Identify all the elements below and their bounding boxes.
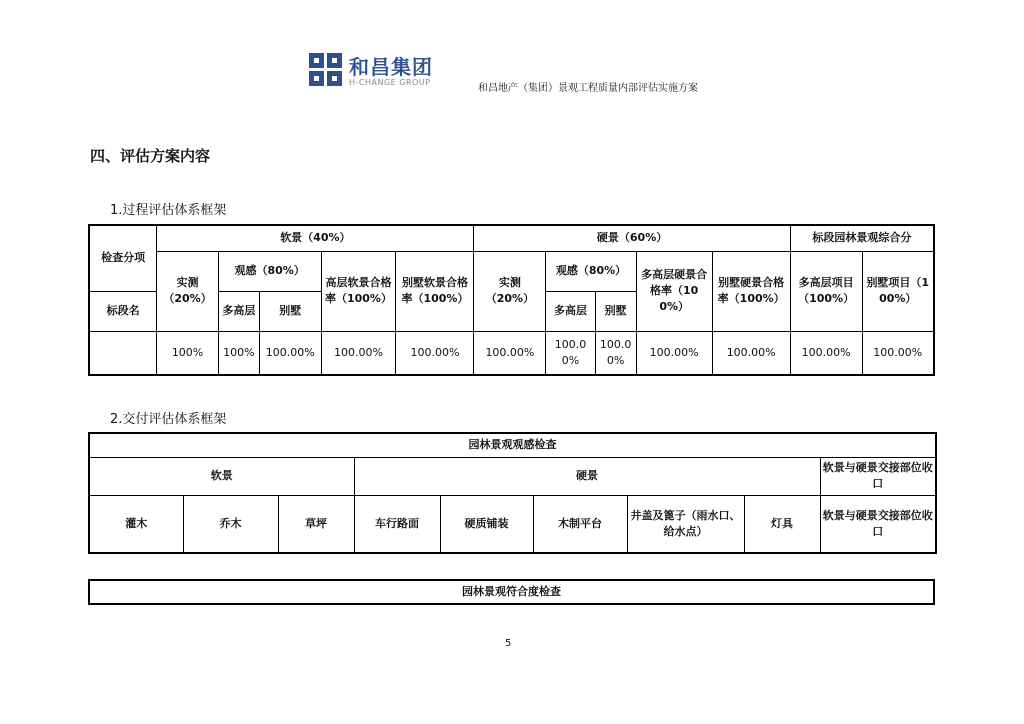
table-cell: 100.00%: [546, 331, 595, 375]
table-cell: 100.00%: [396, 331, 474, 375]
subsection-title-process: 1.过程评估体系框架: [110, 203, 227, 218]
section-title: 四、评估方案内容: [90, 147, 211, 165]
table-cell: 100%: [218, 331, 259, 375]
table-cell: 100.00%: [790, 331, 862, 375]
table-cell: 100.00%: [474, 331, 546, 375]
section-name-header: 标段名: [89, 291, 157, 331]
villa-project-header: 别墅项目（100%）: [862, 251, 934, 331]
item-manhole: 井盖及篦子（雨水口、给水点）: [627, 495, 744, 553]
conformity-check-table: [88, 579, 935, 605]
logo-name: 和昌集团: [349, 55, 433, 79]
hard-landscape-header: 硬景（60%）: [474, 225, 790, 251]
soft-villa-header: 别墅: [259, 291, 321, 331]
soft-perception-header: 观感（80%）: [218, 251, 321, 291]
multi-project-header: 多高层项目（100%）: [790, 251, 862, 331]
item-paving: 硬质铺装: [440, 495, 533, 553]
soft-multi-high-header: 多高层: [218, 291, 259, 331]
section-name-cell: [89, 331, 157, 375]
table-cell: 100.00%: [259, 331, 321, 375]
item-deck: 木制平台: [533, 495, 627, 553]
villa-soft-rate-header: 别墅软景合格率（100%）: [396, 251, 474, 331]
logo-mark-icon: [309, 53, 342, 86]
table-cell: 100.00%: [636, 331, 712, 375]
check-item-header: 检查分项: [89, 225, 157, 291]
table-cell: 100%: [157, 331, 219, 375]
table-cell: 100.00%: [712, 331, 790, 375]
process-evaluation-table: [88, 224, 935, 376]
company-logo: [309, 53, 433, 87]
hard-perception-header: 观感（80%）: [546, 251, 636, 291]
hard-measure-header: 实测 （20%）: [474, 251, 546, 331]
soft-landscape-group: 软景: [89, 457, 354, 495]
delivery-evaluation-table: [88, 432, 937, 554]
table-cell: 100.00%: [321, 331, 396, 375]
conformity-check-title: 园林景观符合度检查: [89, 580, 934, 604]
soft-measure-header: 实测 （20%）: [157, 251, 219, 331]
item-shrub: 灌木: [89, 495, 183, 553]
multi-hard-rate-header: 多高层硬景合格率（100%）: [636, 251, 712, 331]
composite-score-header: 标段园林景观综合分: [790, 225, 934, 251]
hard-multi-high-header: 多高层: [546, 291, 595, 331]
table-cell: 100.00%: [595, 331, 636, 375]
item-lawn: 草坪: [278, 495, 354, 553]
villa-hard-rate-header: 别墅硬景合格率（100%）: [712, 251, 790, 331]
junction-group: 软景与硬景交接部位收口: [820, 457, 936, 495]
item-road: 车行路面: [354, 495, 440, 553]
hard-villa-header: 别墅: [595, 291, 636, 331]
page-number: 5: [505, 638, 512, 649]
document-title: 和昌地产（集团）景观工程质量内部评估实施方案: [478, 83, 698, 94]
subsection-title-delivery: 2.交付评估体系框架: [110, 412, 227, 427]
hard-landscape-group: 硬景: [354, 457, 820, 495]
item-tree: 乔木: [183, 495, 278, 553]
logo-subtitle: H-CHANGE GROUP: [349, 78, 431, 87]
table-cell: 100.00%: [862, 331, 934, 375]
item-lamp: 灯具: [744, 495, 820, 553]
high-soft-rate-header: 高层软景合格率（100%）: [321, 251, 396, 331]
soft-landscape-header: 软景（40%）: [157, 225, 474, 251]
item-junction: 软景与硬景交接部位收口: [820, 495, 936, 553]
perception-check-title: 园林景观观感检查: [89, 433, 936, 457]
